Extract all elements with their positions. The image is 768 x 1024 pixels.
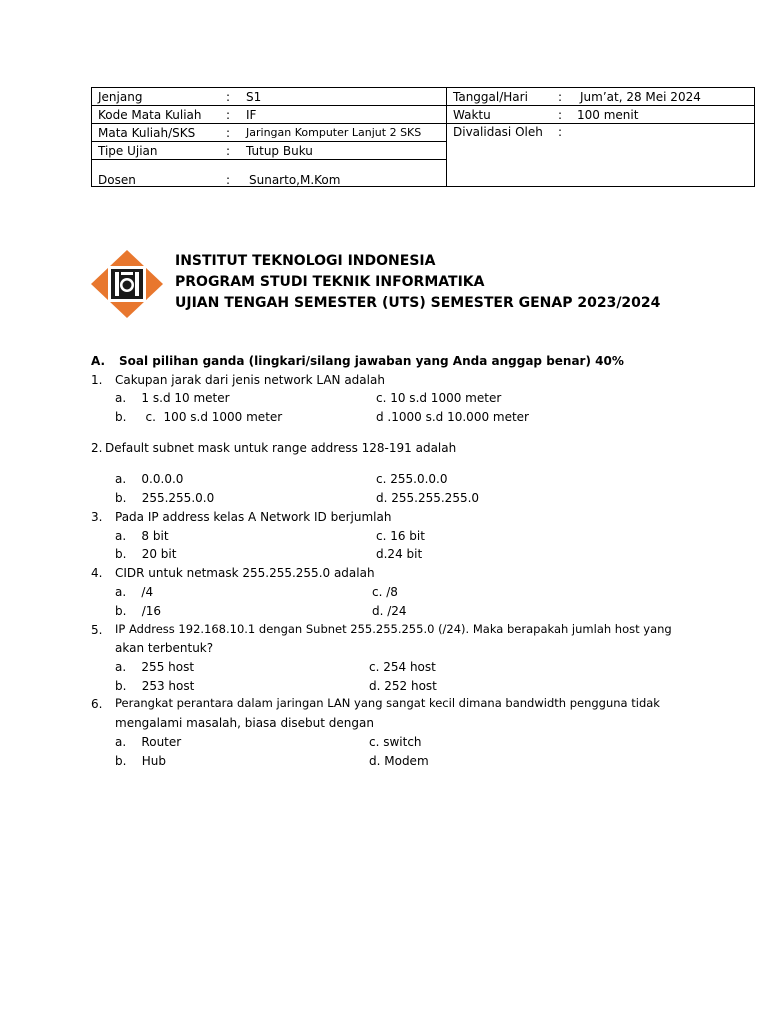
question-text-cont: mengalami masalah, biasa disebut dengan: [115, 716, 374, 730]
option-d: d.24 bit: [376, 547, 423, 561]
row-line: [92, 123, 755, 124]
label-dosen: Dosen: [98, 173, 136, 187]
option-b: b. 20 bit: [115, 547, 177, 561]
label-tanggal: Tanggal/Hari: [453, 90, 528, 104]
question-text: Default subnet mask untuk range address 128-191 adalah: [105, 441, 457, 455]
value-tanggal: Jum’at, 28 Mei 2024: [580, 90, 701, 104]
value-kode-mk: IF: [246, 108, 257, 122]
sep: :: [558, 108, 563, 122]
option-d: d .1000 s.d 10.000 meter: [376, 410, 529, 424]
question-text: IP Address 192.168.10.1 dengan Subnet 255.255.255.0 (/24). Maka berapakah jumlah host yang: [115, 622, 672, 636]
option-c: c. switch: [369, 735, 422, 749]
institution-logo: [91, 250, 163, 318]
label-kode-mk: Kode Mata Kuliah: [98, 108, 202, 122]
question-number: 2.: [91, 441, 103, 455]
option-b: b. 253 host: [115, 679, 195, 693]
question-number: 5.: [91, 623, 103, 637]
value-jenjang: S1: [246, 90, 262, 104]
question-text: Cakupan jarak dari jenis network LAN adalah: [115, 373, 385, 387]
question-text: CIDR untuk netmask 255.255.255.0 adalah: [115, 566, 375, 580]
option-a: a. /4: [115, 585, 154, 599]
label-divalidasi: Divalidasi Oleh: [453, 125, 543, 139]
sep: :: [558, 90, 563, 104]
option-b: b. c. 100 s.d 1000 meter: [115, 410, 283, 424]
question-number: 3.: [91, 510, 103, 524]
option-c: c. 10 s.d 1000 meter: [376, 391, 502, 405]
option-d: d. /24: [372, 604, 407, 618]
option-d: d. 252 host: [369, 679, 437, 693]
option-b: b. /16: [115, 604, 162, 618]
sep: :: [226, 126, 231, 140]
question-number: 6.: [91, 697, 103, 711]
institution-name: INSTITUT TEKNOLOGI INDONESIA: [175, 253, 436, 269]
option-a: a. 255 host: [115, 660, 195, 674]
study-program: PROGRAM STUDI TEKNIK INFORMATIKA: [175, 274, 485, 290]
row-line: [446, 105, 755, 106]
option-b: b. 255.255.0.0: [115, 491, 215, 505]
section-marker: A.: [91, 354, 106, 368]
row-line: [92, 141, 446, 142]
label-mata-kuliah: Mata Kuliah/SKS: [98, 126, 196, 140]
option-a: a. 8 bit: [115, 529, 169, 543]
row-line: [92, 159, 446, 160]
option-c: c. /8: [372, 585, 398, 599]
label-jenjang: Jenjang: [98, 90, 143, 104]
option-d: d. 255.255.255.0: [376, 491, 480, 505]
question-text-cont: akan terbentuk?: [115, 641, 214, 655]
exam-title: UJIAN TENGAH SEMESTER (UTS) SEMESTER GENAP 2023/2024: [175, 295, 661, 311]
sep: :: [558, 125, 563, 139]
table-divider: [446, 88, 447, 186]
option-c: c. 254 host: [369, 660, 436, 674]
sep: :: [226, 144, 231, 158]
option-a: a. 0.0.0.0: [115, 472, 184, 486]
value-waktu: 100 menit: [577, 108, 639, 122]
option-a: a. 1 s.d 10 meter: [115, 391, 230, 405]
label-waktu: Waktu: [453, 108, 491, 122]
sep: :: [226, 173, 231, 187]
option-c: c. 16 bit: [376, 529, 425, 543]
option-d: d. Modem: [369, 754, 429, 768]
question-text: Perangkat perantara dalam jaringan LAN yang sangat kecil dimana bandwidth pengguna tidak: [115, 696, 660, 710]
question-number: 4.: [91, 566, 103, 580]
value-dosen: Sunarto,M.Kom: [249, 173, 341, 187]
label-tipe-ujian: Tipe Ujian: [98, 144, 158, 158]
option-c: c. 255.0.0.0: [376, 472, 448, 486]
sep: :: [226, 108, 231, 122]
option-a: a. Router: [115, 735, 182, 749]
sep: :: [226, 90, 231, 104]
option-b: b. Hub: [115, 754, 166, 768]
value-tipe-ujian: Tutup Buku: [246, 144, 313, 158]
row-line: [92, 105, 446, 106]
question-text: Pada IP address kelas A Network ID berjumlah: [115, 510, 392, 524]
question-number: 1.: [91, 373, 103, 387]
value-mata-kuliah: Jaringan Komputer Lanjut 2 SKS: [246, 126, 422, 139]
section-title: Soal pilihan ganda (lingkari/silang jawaban yang Anda anggap benar) 40%: [119, 354, 624, 368]
